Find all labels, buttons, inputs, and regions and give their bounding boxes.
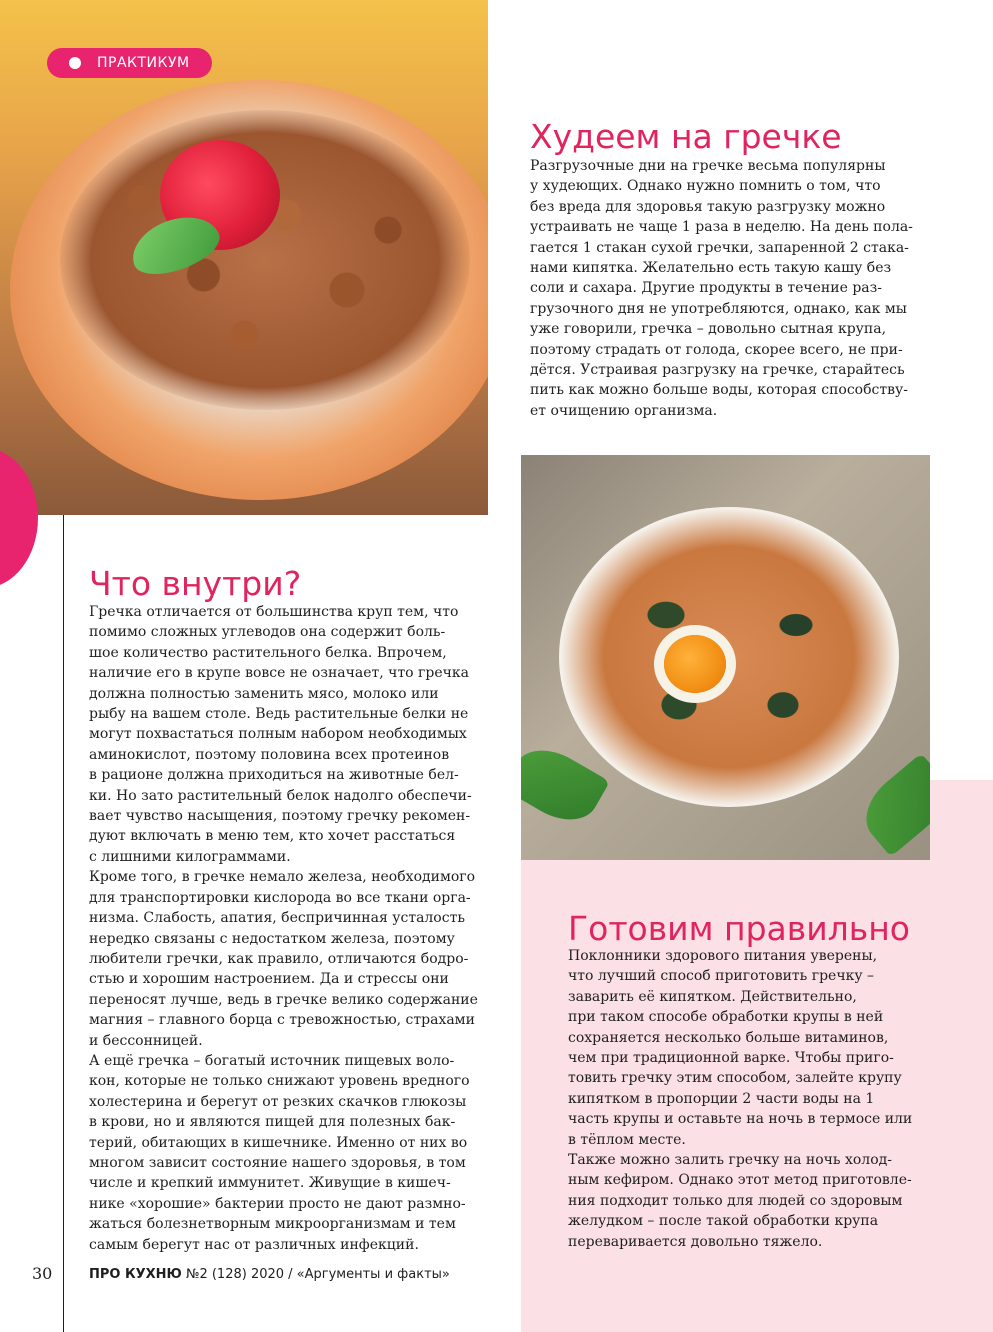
text-line: самым берегут нас от различных инфекций. bbox=[89, 1236, 419, 1253]
section-body-cooking bbox=[568, 946, 912, 1252]
text-line: для транспортировки кислорода во все ткани орга- bbox=[89, 889, 471, 906]
text-line: рыбу на вашем столе. Ведь растительные белки не bbox=[89, 706, 469, 723]
text-line: ным кефиром. Однако этот метод приготовле- bbox=[568, 1172, 912, 1189]
rubric-label: ПРАКТИКУМ bbox=[97, 55, 190, 71]
text-line: помимо сложных углеводов она содержит боль- bbox=[89, 624, 446, 641]
text-line: жаться болезнетворным микроорганизмам и тем bbox=[89, 1216, 456, 1233]
text-line: переносят лучше, ведь в гречке велико содержание bbox=[89, 991, 478, 1008]
text-line: у худеющих. Однако нужно помнить о том, что bbox=[530, 178, 881, 195]
text-line: дётся. Устраивая разгрузку на гречке, старайтесь bbox=[530, 362, 905, 379]
text-line: гается 1 стакан сухой гречки, запаренной 2 стака- bbox=[530, 239, 909, 256]
section-body-diet bbox=[530, 156, 913, 421]
text-line: магния – главного борца с тревожностью, страхами bbox=[89, 1012, 475, 1029]
text-line: товить гречку этим способом, залейте крупу bbox=[568, 1070, 902, 1087]
text-line: А ещё гречка – богатый источник пищевых воло- bbox=[89, 1052, 455, 1069]
egg-yolk bbox=[664, 635, 726, 693]
text-line: многом зависит состояние нашего здоровья, в том bbox=[89, 1154, 466, 1171]
page-number: 30 bbox=[32, 1264, 53, 1283]
section-body-inside bbox=[89, 602, 478, 1255]
text-line: терий, обитающих в кишечнике. Именно от них во bbox=[89, 1134, 468, 1151]
text-line: желудком – после такой обработки крупа bbox=[568, 1213, 879, 1230]
text-line: холестерина и берегут от резких скачков глюкозы bbox=[89, 1093, 467, 1110]
text-line: должна полностью заменить мясо, молоко или bbox=[89, 685, 439, 702]
text-line: заварить её кипятком. Действительно, bbox=[568, 988, 857, 1005]
text-line: ет очищению организма. bbox=[530, 402, 718, 419]
text-line: аминокислот, поэтому половина всех протеинов bbox=[89, 746, 450, 763]
section-title-cooking: Готовим правильно bbox=[568, 909, 910, 948]
buckwheat-casserole-photo bbox=[521, 455, 930, 860]
text-line: низма. Слабость, апатия, беспричинная усталость bbox=[89, 910, 465, 927]
text-line: ки. Но зато растительный белок надолго обеспечи- bbox=[89, 787, 472, 804]
text-line: Разгрузочные дни на гречке весьма популярны bbox=[530, 158, 886, 174]
pink-background-panel-edge bbox=[930, 780, 993, 860]
text-line: шое количество растительного белка. Впрочем, bbox=[89, 644, 447, 661]
text-line: могут похвастаться полным набором необходимых bbox=[89, 726, 467, 743]
text-line: Кроме того, в гречке немало железа, необходимого bbox=[89, 869, 476, 886]
section-title-inside: Что внутри? bbox=[89, 564, 302, 603]
text-line: нике «хорошие» бактерии просто не дают размно- bbox=[89, 1195, 466, 1212]
text-line: Также можно залить гречку на ночь холод- bbox=[568, 1152, 892, 1169]
text-line: кон, которые не только снижают уровень вредного bbox=[89, 1073, 470, 1090]
rubric-badge bbox=[47, 48, 212, 78]
text-line: нередко связаны с недостатком железа, поэтому bbox=[89, 930, 455, 947]
text-line: нами кипятка. Желательно есть такую кашу без bbox=[530, 260, 892, 277]
text-line: в тёплом месте. bbox=[568, 1131, 686, 1148]
text-line: часть крупы и оставьте на ночь в термосе или bbox=[568, 1111, 913, 1128]
text-line: кипятком в пропорции 2 части воды на 1 bbox=[568, 1090, 875, 1107]
section-title-diet: Худеем на гречке bbox=[530, 117, 842, 156]
text-line: любители гречки, как правило, отличаются бодро- bbox=[89, 950, 469, 967]
text-line: вает чувство насыщения, поэтому гречку рекомен- bbox=[89, 808, 471, 825]
text-line: в крови, но и являются пищей для полезных бак- bbox=[89, 1114, 456, 1131]
footer-magazine: ПРО КУХНЮ bbox=[89, 1267, 182, 1282]
text-line: и бессонницей. bbox=[89, 1032, 203, 1049]
text-line: Поклонники здорового питания уверены, bbox=[568, 948, 878, 964]
text-line: пить как можно больше воды, которая способству- bbox=[530, 382, 908, 399]
text-line: дуют включать в меню тем, кто хочет расстаться bbox=[89, 828, 456, 845]
footer bbox=[89, 1266, 450, 1284]
text-line: уже говорили, гречка – довольно сытная крупа, bbox=[530, 321, 887, 338]
buckwheat-grains bbox=[60, 110, 470, 410]
text-line: сохраняется несколько больше витаминов, bbox=[568, 1029, 889, 1046]
text-line: стью и хорошим настроением. Да и стрессы они bbox=[89, 971, 449, 988]
text-line: грузочного дня не употребляются, однако, как мы bbox=[530, 300, 907, 317]
text-line: поэтому страдать от голода, скорее всего, не при- bbox=[530, 341, 903, 358]
rubric-dot-icon bbox=[69, 57, 81, 69]
spinach-pieces bbox=[601, 555, 861, 755]
text-line: при таком способе обработки крупы в ней bbox=[568, 1009, 884, 1026]
text-line: без вреда для здоровья такую разгрузку можно bbox=[530, 198, 886, 215]
text-line: ния подходит только для людей со здоровым bbox=[568, 1192, 903, 1209]
text-line: наличие его в крупе вовсе не означает, что гречка bbox=[89, 665, 469, 682]
column-divider-line bbox=[63, 515, 64, 1332]
text-line: переваривается довольно тяжело. bbox=[568, 1233, 823, 1250]
text-line: что лучший способ приготовить гречку – bbox=[568, 968, 875, 985]
text-line: с лишними килограммами. bbox=[89, 848, 291, 865]
text-line: Гречка отличается от большинства круп тем, что bbox=[89, 604, 459, 620]
spinach-leaf-right bbox=[852, 753, 930, 857]
text-line: в рационе должна приходиться на животные бел- bbox=[89, 767, 459, 784]
text-line: чем при традиционной варке. Чтобы приго- bbox=[568, 1050, 894, 1067]
text-line: числе и крепкий иммунитет. Живущие в кишеч- bbox=[89, 1175, 451, 1192]
footer-issue: №2 (128) 2020 / «Аргументы и факты» bbox=[185, 1267, 450, 1282]
text-line: устраивать не чаще 1 раза в неделю. На день пола- bbox=[530, 219, 913, 236]
text-line: соли и сахара. Другие продукты в течение раз- bbox=[530, 280, 882, 297]
